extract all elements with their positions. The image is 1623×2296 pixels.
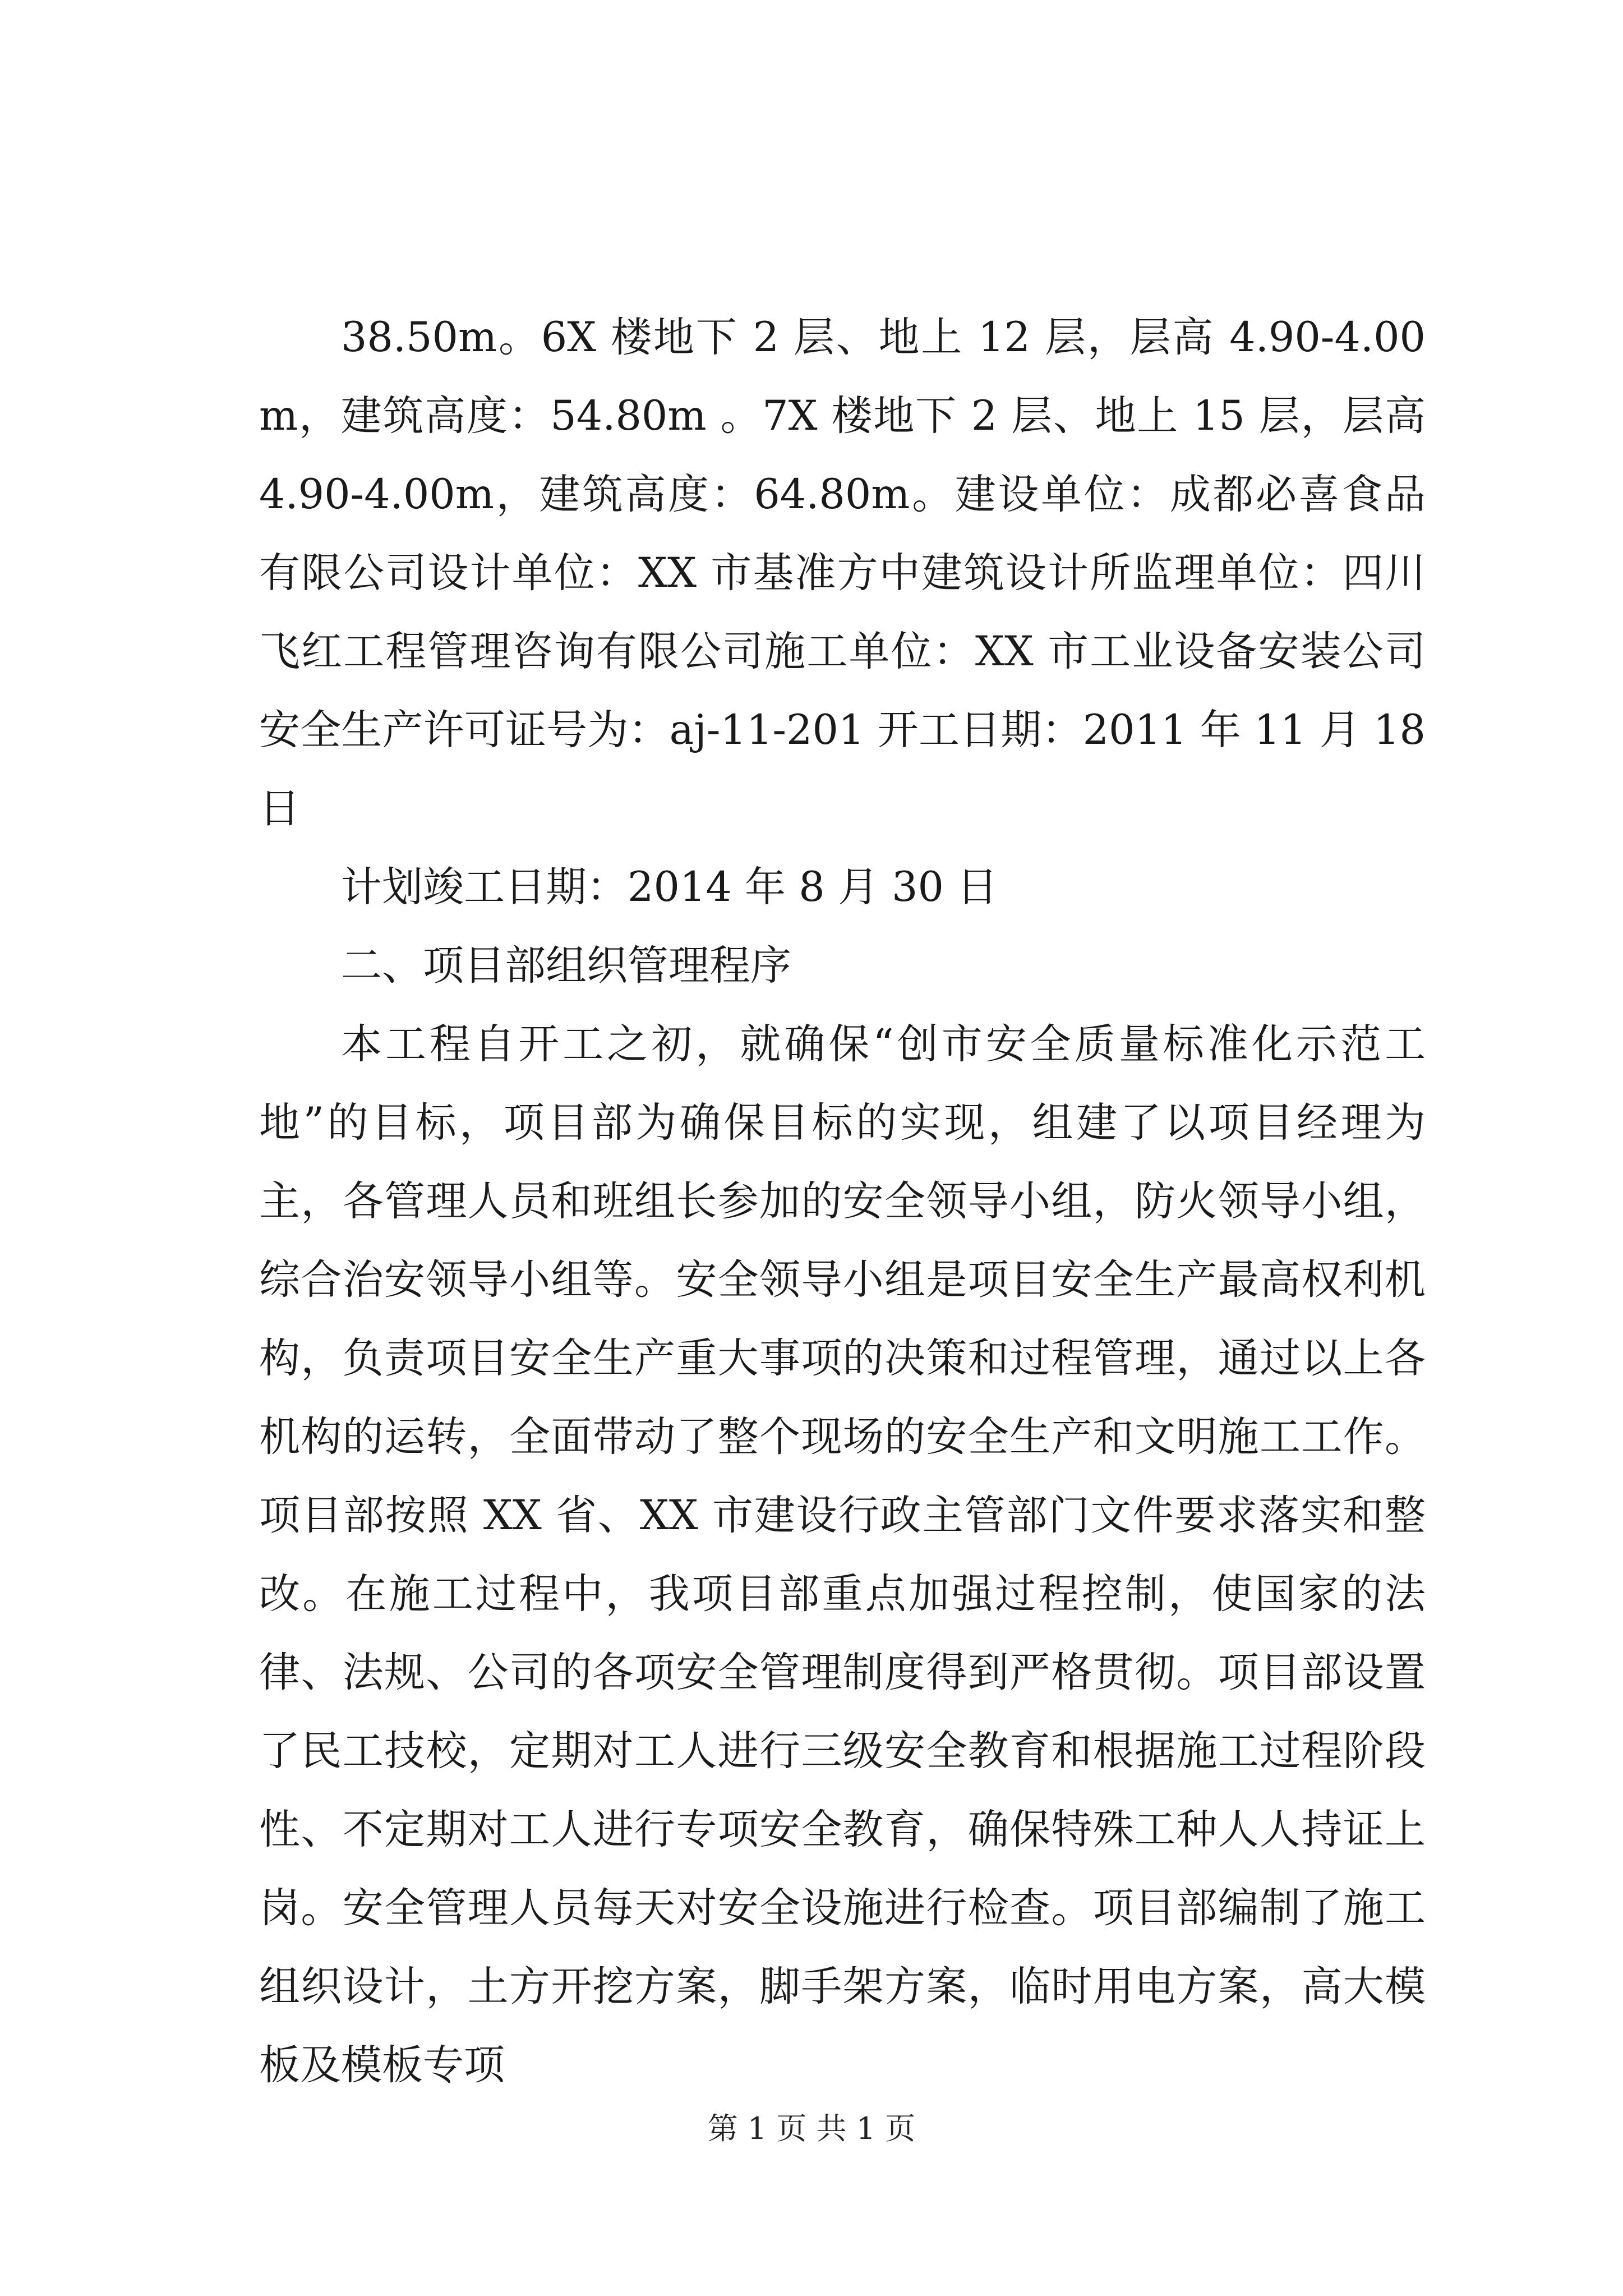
document-body xyxy=(259,298,1426,2105)
paragraph-project-overview: 38.50m。6X 楼地下 2 层、地上 12 层，层高 4.90-4.00m，建筑高度：54.80m 。7X 楼地下 2 层、地上 15 层，层高 4.90-4.00m，建筑高度：64.80m。建设单位：成都必喜食品有限公司设计单位：XX 市基准方中建筑设计所监理单位：四川飞红工程管理咨询有限公司施工单位：XX 市工业设备安装公司安全生产许可证号为：aj-11-201 开工日期：2011 年 11 月 18 日 xyxy=(259,314,1426,832)
paragraph-completion-date: 计划竣工日期：2014 年 8 月 30 日 xyxy=(341,863,998,911)
page-number-footer: 第 1 页 共 1 页 xyxy=(707,2111,916,2146)
section-heading: 二、项目部组织管理程序 xyxy=(341,942,791,990)
paragraph-management-procedure: 本工程自开工之初，就确保“创市安全质量标准化示范工地”的目标，项目部为确保目标的实现，组建了以项目经理为主，各管理人员和班组长参加的安全领导小组，防火领导小组，综合治安领导小组等。安全领导小组是项目安全生产最高权利机构，负责项目安全生产重大事项的决策和过程管理，通过以上各机构的运转，全面带动了整个现场的安全生产和文明施工工作。项目部按照 XX 省、XX 市建设行政主管部门文件要求落实和整改。在施工过程中，我项目部重点加强过程控制，使国家的法律、法规、公司的各项安全管理制度得到严格贯彻。项目部设置了民工技校，定期对工人进行三级安全教育和根据施工过程阶段性、不定期对工人进行专项安全教育，确保特殊工种人人持证上岗。安全管理人员每天对安全设施进行检查。项目部编制了施工组织设计，土方开挖方案，脚手架方案，临时用电方案，高大模板及模板专项 xyxy=(259,1020,1426,2089)
